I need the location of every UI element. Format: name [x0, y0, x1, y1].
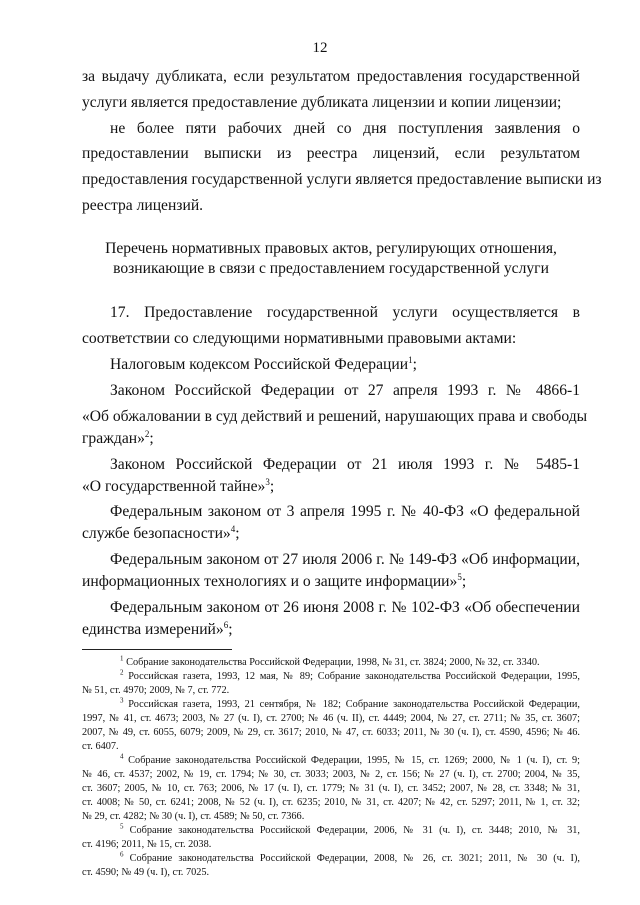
footnote-ref: 2	[144, 428, 150, 439]
list-line: единства измерений»$^6$;	[82, 619, 233, 638]
list-item: Налоговым кодексом Российской Федерации$^1$;	[110, 354, 417, 373]
footnote-ref: 6	[223, 619, 229, 630]
footnote-line: ст. 4196; 2011, № 15, ст. 2038.	[82, 839, 212, 850]
list-item: Федеральным законом от 27 июля 2006 г. № 149-ФЗ «Об информации,	[110, 551, 580, 568]
body-line: предоставлении выписки из реестра лицензий, если результатом	[82, 145, 580, 162]
footnote-line: 2007, № 49, ст. 6055, 6079; 2009, № 29, ст. 3617; 2010, № 47, ст. 6033; 2011, № 30 (ч. I), ст. 4590, 4596; № 46.	[82, 727, 580, 738]
footnote: $^3$ Российская газета, 1993, 21 сентября, № 182; Собрание законодательства Российской Федерации,	[120, 696, 580, 710]
body-line: предоставления государственной услуги является предоставление выписки из	[82, 171, 602, 188]
body-line: не более пяти рабочих дней со дня поступления заявления о	[110, 120, 580, 137]
list-line: информационных технологиях и о защите информации»$^5$;	[82, 571, 467, 590]
list-line: «Об обжаловании в суд действий и решений, нарушающих права и свободы	[82, 408, 588, 425]
footnote-line: ст. 4590; № 49 (ч. I), ст. 7025.	[82, 867, 210, 878]
footnote-line: ст. 4008; № 50, ст. 6241; 2008, № 52 (ч. I), ст. 6235; 2010, № 31, ст. 4207; № 42, ст. 5297; 2011, № 1, ст. 32;	[82, 797, 580, 808]
footnote-line: ст. 6407.	[82, 741, 119, 752]
footnote-line: ст. 3607; 2005, № 10, ст. 763; 2006, № 17 (ч. I), ст. 1779; № 31 (ч. I), ст. 3452; 2007, № 28, ст. 3348; № 31,	[82, 783, 580, 794]
footnote: $^5$ Собрание законодательства Российской Федерации, 2006, № 31 (ч. I), ст. 3448; 2010, № 31,	[120, 822, 581, 836]
list-item: Федеральным законом от 3 апреля 1995 г. № 40-ФЗ «О федеральной	[110, 503, 580, 520]
list-line: «О государственной тайне»$^3$;	[82, 476, 275, 495]
footnote-ref: 3	[265, 476, 270, 487]
body-line: реестра лицензий.	[82, 197, 204, 214]
section-heading: Перечень нормативных правовых актов, регулирующих отношения,	[105, 240, 557, 257]
list-line: соответствии со следующими нормативными правовыми актами:	[82, 330, 517, 347]
body-line: за выдачу дубликата, если результатом предоставления государственной	[82, 68, 580, 85]
footnote: $^4$ Собрание законодательства Российской Федерации, 1995, № 15, ст. 1269; 2000, № 1 (ч. I), ст. 9;	[120, 752, 581, 766]
footnote-line: № 46, ст. 4537; 2002, № 19, ст. 1794; № 30, ст. 3033; 2003, № 2, ст. 156; № 27 (ч. I), ст. 2700; 2004, № 35,	[82, 769, 580, 780]
footnote-ref: 4	[230, 523, 236, 534]
page-number: 12	[312, 40, 328, 56]
footnote-divider	[82, 649, 232, 650]
list-item: Законом Российской Федерации от 27 апреля 1993 г. № 4866-1	[110, 382, 580, 399]
list-line: 17. Предоставление государственной услуги осуществляется в	[110, 304, 580, 321]
footnote-line: 1997, № 41, ст. 4673; 2003, № 27 (ч. I), ст. 2700; № 46 (ч. II), ст. 4449; 2004, № 27, ст. 2711; № 35, ст. 3607;	[82, 713, 580, 724]
footnote: $^2$ Российская газета, 1993, 12 мая, № 89; Собрание законодательства Российской Федерации, 1995,	[120, 668, 580, 682]
footnote: $^6$ Собрание законодательства Российской Федерации, 2008, № 26, ст. 3021; 2011, № 30 (ч. I),	[120, 850, 580, 864]
list-item: Законом Российской Федерации от 21 июля 1993 г. № 5485-1	[110, 456, 580, 473]
list-line: граждан»$^2$;	[82, 428, 154, 447]
footnote: $^1$ Собрание законодательства Российской Федерации, 1998, № 31, ст. 3824; 2000, № 32, ст. 3340.	[120, 654, 540, 668]
section-heading: возникающие в связи с предоставлением государственной услуги	[113, 260, 549, 277]
list-line: службе безопасности»$^4$;	[82, 523, 240, 542]
footnote-line: № 29, ст. 4282; № 30 (ч. I), ст. 4589; № 50, ст. 7366.	[82, 811, 305, 822]
list-item: Федеральным законом от 26 июня 2008 г. № 102-ФЗ «Об обеспечении	[110, 599, 580, 616]
footnote-ref: 5	[457, 571, 462, 582]
footnote-line: № 51, ст. 4970; 2009, № 7, ст. 772.	[82, 685, 230, 696]
footnote-ref: 1	[408, 354, 413, 365]
body-line: услуги является предоставление дубликата лицензии и копии лицензии;	[82, 94, 562, 111]
